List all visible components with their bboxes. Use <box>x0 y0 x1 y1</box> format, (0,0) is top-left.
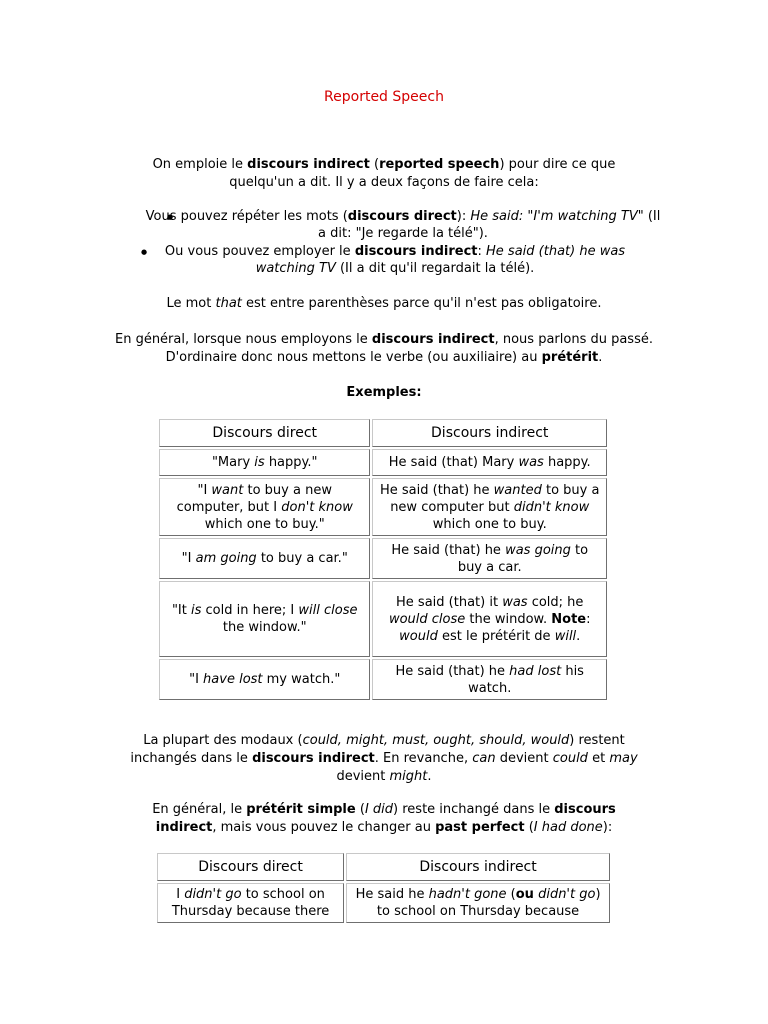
text-run: La plupart des modaux ( <box>143 733 303 748</box>
italic-text: wanted <box>493 482 542 498</box>
text-run: ) pour dire ce que quelqu'un a dit. Il y a deux façons de faire cela: <box>229 157 616 190</box>
text-run: to buy a new computer but <box>390 482 600 515</box>
text-run: to buy a new computer, but I <box>176 482 332 515</box>
italic-text: is <box>191 603 202 618</box>
indirect-speech-cell <box>372 449 607 476</box>
italic-text: may <box>609 751 638 766</box>
text-run: cold in here; I <box>201 603 299 618</box>
indirect-speech-cell <box>372 581 607 657</box>
examples-table <box>157 417 609 702</box>
text-run: : <box>477 244 487 259</box>
bold-text: prétérit <box>541 350 599 365</box>
italic-text: had lost <box>509 663 562 679</box>
usage-bullet-list <box>130 208 670 278</box>
direct-speech-cell <box>157 883 344 923</box>
preterit-table <box>155 851 612 925</box>
italic-text: could, might, must, ought, should, would <box>302 733 570 748</box>
text-run: He said (that) Mary <box>388 455 519 470</box>
text-run: devient <box>495 751 553 766</box>
bold-text: reported speech <box>379 157 500 172</box>
text-run: Le mot <box>166 296 216 311</box>
text-run: cold; he <box>527 594 584 610</box>
text-run: happy. <box>543 455 591 470</box>
text-run: "I <box>181 551 196 566</box>
text-run: "I <box>197 482 212 498</box>
italic-text: I did <box>364 802 394 817</box>
text-run: to buy a car." <box>256 551 348 566</box>
text-run: He said (that) he <box>379 482 494 498</box>
text-run: "Mary <box>211 455 255 470</box>
text-run: Vous pouvez répéter les mots ( <box>145 209 348 224</box>
italic-text: is <box>254 455 265 470</box>
text-run: ( <box>369 157 380 172</box>
text-run: which one to buy." <box>204 516 325 532</box>
header-direct-speech: Discours direct <box>157 853 344 881</box>
text-run: : <box>586 611 591 627</box>
bold-text: prétérit simple <box>246 802 356 817</box>
bold-text: Note <box>551 611 587 627</box>
text-run: He said he <box>355 887 429 902</box>
direct-speech-cell <box>159 449 370 476</box>
text-run: , mais vous pouvez le changer au <box>212 820 436 835</box>
text-run: I <box>176 887 185 902</box>
text-run: ( <box>355 802 365 817</box>
italic-text: He said (that) he was watching TV <box>255 244 626 276</box>
text-run: , nous parlons du passé. D'ordinaire donc nous mettons le verbe (ou auxiliaire) au <box>165 332 653 365</box>
italic-text: was <box>518 455 544 470</box>
text-run: his watch. <box>468 663 584 696</box>
italic-text: will <box>554 628 577 644</box>
text-run: ) restent inchangés dans le <box>130 733 625 766</box>
indirect-speech-cell <box>346 883 610 923</box>
text-run: En général, le <box>152 802 247 817</box>
bold-text: ou <box>515 887 534 902</box>
text-run: ( <box>524 820 534 835</box>
intro-paragraph <box>140 156 628 192</box>
text-run: et <box>587 751 610 766</box>
italic-text: hadn't gone <box>428 887 507 902</box>
bold-text: discours indirect <box>155 802 616 835</box>
direct-speech-cell <box>159 538 370 579</box>
text-run: to buy a car. <box>457 542 589 575</box>
text-run: ( <box>506 887 516 902</box>
direct-speech-cell <box>159 478 370 536</box>
text-run: He said (that) it <box>396 594 503 610</box>
header-indirect-speech: Discours indirect <box>346 853 610 881</box>
bold-text: past perfect <box>435 820 525 835</box>
text-run: (Il a dit: "Je regarde la télé"). <box>318 209 661 241</box>
that-note-paragraph <box>140 295 628 313</box>
indirect-speech-cell <box>372 478 607 536</box>
text-run: . En revanche, <box>374 751 473 766</box>
italic-text: will close <box>298 603 358 618</box>
text-run: est le prétérit de <box>437 628 555 644</box>
text-run: happy." <box>264 455 318 470</box>
text-run: est entre parenthèses parce qu'il n'est pas obligatoire. <box>241 296 602 311</box>
direct-speech-cell <box>159 581 370 657</box>
text-run: ) to school on Thursday because <box>376 887 601 919</box>
text-run: "I <box>189 672 204 687</box>
italic-text: am going <box>195 551 257 566</box>
italic-text: would <box>399 628 438 644</box>
text-run: my watch." <box>262 672 341 687</box>
text-run: ): <box>602 820 613 835</box>
italic-text: don't know <box>281 499 353 515</box>
italic-text: could <box>552 751 588 766</box>
bullet-indirect-speech <box>130 243 670 277</box>
bullet-direct-speech <box>130 208 670 242</box>
text-run: . <box>576 628 581 644</box>
indirect-speech-cell <box>372 659 607 700</box>
italic-text: didn't go <box>538 887 596 902</box>
italic-text: didn't go <box>184 887 242 902</box>
text-run: He said (that) he <box>391 542 506 558</box>
text-run: which one to buy. <box>432 516 547 532</box>
text-run: to school on Thursday because there <box>171 887 330 919</box>
italic-text: have lost <box>203 672 263 687</box>
examples-heading: Exemples: <box>346 385 422 400</box>
text-run: "It <box>171 603 191 618</box>
italic-text: didn't know <box>513 499 590 515</box>
text-run: the window." <box>222 620 307 635</box>
text-run: ) reste inchangé dans le <box>393 802 555 817</box>
italic-text: He said: "I'm watching TV" <box>470 209 644 224</box>
text-run: the window. <box>465 611 552 627</box>
italic-text: want <box>211 482 244 498</box>
italic-text: can <box>472 751 496 766</box>
bold-text: discours indirect <box>247 157 370 172</box>
text-run: ): <box>456 209 471 224</box>
italic-text: I had done <box>533 820 603 835</box>
header-indirect-speech: Discours indirect <box>372 419 607 447</box>
preterit-paragraph <box>130 801 638 837</box>
direct-speech-cell <box>159 659 370 700</box>
bold-text: discours indirect <box>371 332 495 347</box>
italic-text: would close <box>388 611 466 627</box>
text-run: On emploie le <box>152 157 248 172</box>
text-run: En général, lorsque nous employons le <box>114 332 372 347</box>
italic-text: that <box>215 296 242 311</box>
text-run: devient <box>336 769 390 784</box>
bold-text: discours direct <box>347 209 457 224</box>
italic-text: was going <box>505 542 571 558</box>
text-run: (Il a dit qu'il regardait la télé). <box>335 261 535 276</box>
italic-text: was <box>502 594 528 610</box>
general-past-paragraph <box>112 331 656 367</box>
document-title: Reported Speech <box>324 89 444 105</box>
text-run: He said (that) he <box>395 663 510 679</box>
bold-text: discours indirect <box>354 244 478 259</box>
indirect-speech-cell <box>372 538 607 579</box>
italic-text: might <box>389 769 428 784</box>
text-run: . <box>598 350 603 365</box>
text-run: . <box>427 769 432 784</box>
text-run: Ou vous pouvez employer le <box>164 244 355 259</box>
bold-text: discours indirect <box>252 751 375 766</box>
header-direct-speech: Discours direct <box>159 419 370 447</box>
modals-paragraph <box>112 732 656 786</box>
